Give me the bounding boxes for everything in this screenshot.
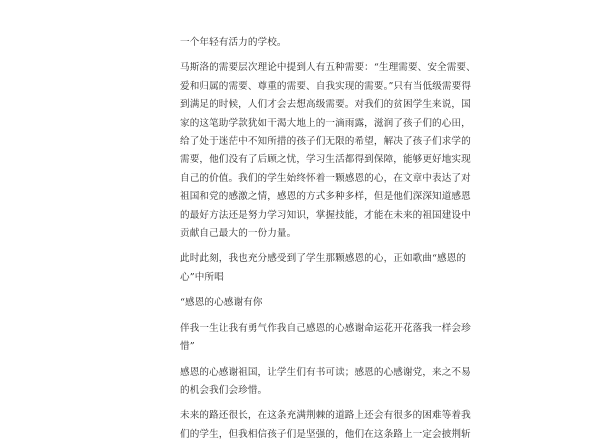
paragraph-2: [180, 59, 476, 243]
paragraph-4: [180, 294, 430, 312]
text-line: 家的这笔助学款犹如干渴大地上的一滴雨露，滋润了孩子们的心田，: [180, 117, 471, 129]
document-page: [180, 34, 476, 444]
text-line: 惜”: [180, 341, 195, 353]
text-line: 心”中所唱: [180, 271, 224, 283]
text-line: 的最好方法还是努力学习知识，掌握技能，才能在未来的祖国建设中: [180, 209, 471, 221]
text-line: 一个年轻有活力的学校。: [180, 37, 287, 48]
paragraph-7: [180, 407, 471, 444]
paragraph-3: [180, 250, 467, 287]
text-line: 贡献自己最大的一份力量。: [180, 228, 297, 240]
text-line: 祖国和党的感激之情，感恩的方式多种多样，但是他们深深知道感恩: [180, 191, 471, 203]
text-line: 伴我一生让我有勇气作我自己感恩的心感谢命运花开花落我一样会珍: [180, 322, 471, 334]
paragraph-5: [180, 320, 471, 357]
text-line: 感恩的心感谢祖国，让学生们有书可读；感恩的心感谢党，来之不易: [180, 366, 471, 378]
text-line: “感恩的心感谢有你: [180, 297, 263, 309]
text-line: 们的学生，但我相信孩子们是坚强的，他们在这条路上一定会披荆斩: [180, 428, 471, 440]
paragraph-1: [180, 34, 430, 52]
text-line: 爱和归属的需要、尊重的需要、自我实现的需要。”只有当低级需要得: [180, 80, 472, 92]
paragraph-6: [180, 364, 471, 401]
text-line: 自己的价值。我们的学生始终怀着一颗感恩的心，在文章中表达了对: [180, 172, 471, 184]
text-line: 未来的路还很长，在这条充满荆棘的道路上还会有很多的困难等着我: [180, 410, 471, 422]
text-line: 需要，他们没有了后顾之忧，学习生活都得到保障，能够更好地实现: [180, 154, 471, 166]
text-line: 到满足的时候，人们才会去想高级需要。对我们的贫困学生来说，国: [180, 99, 471, 111]
text-line: 给了处于迷茫中不知所措的孩子们无限的希望，解决了孩子们求学的: [180, 136, 471, 148]
text-line: 此时此刻，我也充分感受到了学生那颗感恩的心，正如歌曲“感恩的: [180, 253, 467, 265]
text-line: 的机会我们会珍惜。: [180, 384, 268, 396]
text-line: 马斯洛的需要层次理论中提到人有五种需要：“生理需要、安全需要、: [180, 62, 476, 74]
